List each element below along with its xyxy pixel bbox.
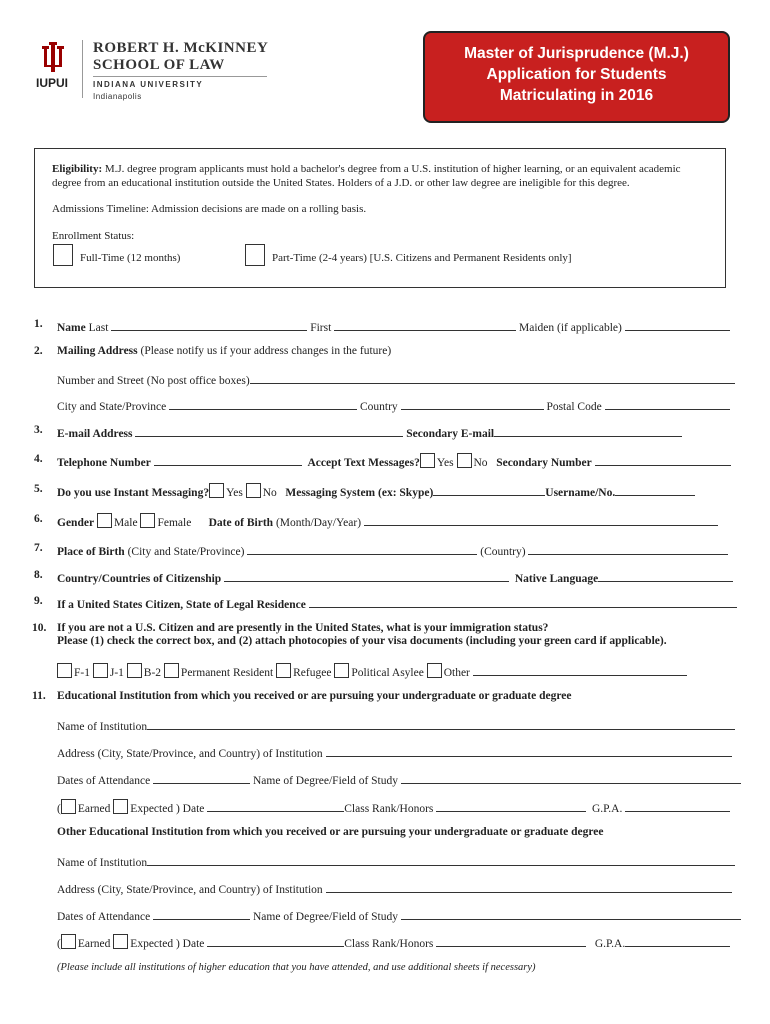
dob-label: Date of Birth: [208, 517, 274, 529]
username-field[interactable]: [615, 483, 695, 496]
city-name: Indianapolis: [93, 92, 142, 101]
secondary-email-field[interactable]: [494, 424, 682, 437]
legal-res-row: [57, 595, 737, 613]
legal-res-field[interactable]: [309, 595, 737, 608]
item-number-10: 10.: [32, 622, 47, 634]
inst2-degree-field[interactable]: [401, 907, 741, 920]
visa-f1-checkbox[interactable]: [57, 663, 72, 678]
text-no-checkbox[interactable]: [457, 453, 472, 468]
name-row: [57, 318, 730, 336]
inst1-earned-checkbox[interactable]: [61, 799, 76, 814]
inst1-class-rank-field[interactable]: [436, 799, 586, 812]
inst2-name-row: [57, 853, 735, 871]
telephone-row: [57, 453, 731, 471]
visa-f1-label: F-1: [74, 667, 90, 679]
fulltime-checkbox[interactable]: [53, 244, 73, 266]
inst1-degree-field[interactable]: [401, 771, 741, 784]
visa-refugee-label: Refugee: [293, 667, 332, 679]
inst2-dates-label: Dates of Attendance: [57, 911, 151, 923]
male-checkbox[interactable]: [97, 513, 112, 528]
dob-field[interactable]: [364, 513, 718, 526]
iupui-label: IUPUI: [36, 76, 69, 90]
mailing-row: [57, 345, 391, 363]
citizenship-row: [57, 569, 733, 587]
inst1-dates-field[interactable]: [153, 771, 250, 784]
text-yes-label: Yes: [436, 457, 454, 469]
fulltime-label: Full-Time (12 months): [80, 252, 181, 264]
text-yes-checkbox[interactable]: [420, 453, 435, 468]
text-no-label: No: [473, 457, 488, 469]
visa-b2-checkbox[interactable]: [127, 663, 142, 678]
im-yes-label: Yes: [226, 487, 243, 499]
email-field[interactable]: [135, 424, 403, 437]
first-name-field[interactable]: [334, 318, 516, 331]
street-row: [57, 371, 735, 389]
secondary-email-label: Secondary E-mail: [406, 428, 495, 440]
pob-label: Place of Birth: [57, 546, 125, 558]
timeline-text: Admission decisions are made on a rolling basis.: [148, 203, 367, 215]
last-name-field[interactable]: [111, 318, 307, 331]
country-label: Country: [359, 401, 398, 413]
admissions-timeline: [52, 203, 366, 215]
city-state-field[interactable]: [169, 397, 357, 410]
immig-question-line1: If you are not a U.S. Citizen and are presently in the United States, what is your immigration status?: [57, 622, 549, 634]
inst2-address-field[interactable]: [326, 880, 732, 893]
visa-other-field[interactable]: [473, 663, 687, 676]
item-number-8: 8.: [34, 569, 43, 581]
inst2-degree-label: Name of Degree/Field of Study: [253, 911, 398, 923]
other-edu-title: Other Educational Institution from which you received or are pursuing your undergraduate or graduate degree: [57, 826, 604, 838]
visa-asylee-checkbox[interactable]: [334, 663, 349, 678]
item-number-2: 2.: [34, 345, 43, 357]
email-label: E-mail Address: [57, 428, 133, 440]
visa-other-checkbox[interactable]: [427, 663, 442, 678]
inst1-date-field[interactable]: [207, 799, 344, 812]
inst2-name-field[interactable]: [147, 853, 735, 866]
mailing-label: Mailing Address: [57, 345, 138, 357]
inst1-gpa-label: G.P.A.: [592, 803, 623, 815]
inst2-gpa-field[interactable]: [625, 934, 730, 947]
inst1-paren: (: [57, 803, 61, 815]
inst2-gpa-label: G.P.A.: [594, 938, 626, 950]
title-line3: Matriculating in 2016: [499, 87, 654, 104]
item-number-1: 1.: [34, 318, 43, 330]
city-row: [57, 397, 730, 415]
username-label: Username/No.: [545, 487, 616, 499]
school-name-line2: SCHOOL OF LAW: [93, 57, 225, 73]
native-lang-label: Native Language: [514, 573, 599, 585]
item-number-6: 6.: [34, 513, 43, 525]
header-divider-vertical: [82, 40, 83, 98]
name-label: Name: [57, 322, 86, 334]
school-name-line1: ROBERT H. McKINNEY: [93, 40, 269, 56]
item-number-11: 11.: [32, 690, 46, 702]
im-yes-checkbox[interactable]: [209, 483, 224, 498]
visa-j1-checkbox[interactable]: [93, 663, 108, 678]
first-label: First: [310, 322, 332, 334]
citizenship-field[interactable]: [224, 569, 509, 582]
inst2-expected-label: Expected ) Date: [130, 938, 205, 950]
city-state-label: City and State/Province: [57, 401, 167, 413]
inst1-expected-label: Expected ) Date: [130, 803, 205, 815]
street-label: Number and Street (No post office boxes): [57, 375, 250, 387]
inst1-name-row: [57, 717, 735, 735]
secondary-number-label: Secondary Number: [496, 457, 592, 469]
inst1-address-row: [57, 744, 732, 762]
visa-pr-label: Permanent Resident: [180, 667, 274, 679]
inst1-class-rank-label: Class Rank/Honors: [344, 803, 434, 815]
enrollment-label: Enrollment Status:: [52, 230, 135, 242]
inst2-expected-checkbox[interactable]: [113, 934, 128, 949]
trident-icon: [38, 40, 68, 74]
iu-logo: [38, 40, 68, 74]
edu-title: Educational Institution from which you received or are pursuing your undergraduate or graduate degree: [57, 690, 572, 702]
inst2-paren: (: [57, 938, 61, 950]
inst2-date-field[interactable]: [207, 934, 344, 947]
female-checkbox[interactable]: [140, 513, 155, 528]
item-number-5: 5.: [34, 483, 43, 495]
title-box: [423, 31, 730, 123]
country-field[interactable]: [401, 397, 544, 410]
pob-note: (City and State/Province): [124, 546, 245, 558]
inst1-name-label: Name of Institution: [57, 721, 148, 733]
inst2-address-row: [57, 880, 732, 898]
msg-system-label: Messaging System (ex: Skype): [285, 487, 434, 499]
legal-res-label: If a United States Citizen, State of Legal Residence: [57, 599, 306, 611]
eligibility-text1: M.J. degree program applicants must hold a bachelor's degree from a U.S. institution of higher learning, or an equivalent academic: [102, 163, 681, 175]
email-row: [57, 424, 682, 442]
item-number-7: 7.: [34, 542, 43, 554]
item-number-9: 9.: [34, 595, 43, 607]
item-number-3: 3.: [34, 424, 43, 436]
gender-row: [57, 513, 718, 531]
secondary-number-field[interactable]: [595, 453, 731, 466]
visa-asylee-label: Political Asylee: [351, 667, 424, 679]
im-row: [57, 483, 695, 501]
title-line2: Application for Students: [486, 66, 667, 83]
postal-label: Postal Code: [546, 401, 602, 413]
inst2-name-label: Name of Institution: [57, 857, 148, 869]
inst1-address-label: Address (City, State/Province, and Country) of Institution: [57, 748, 323, 760]
header-divider-horizontal: [93, 76, 267, 77]
street-field[interactable]: [250, 371, 735, 384]
eligibility-label: Eligibility:: [52, 163, 103, 175]
visa-other-label: Other: [443, 667, 470, 679]
visa-options-row: [57, 663, 687, 681]
inst2-dates-row: [57, 907, 741, 925]
inst1-dates-label: Dates of Attendance: [57, 775, 151, 787]
telephone-field[interactable]: [154, 453, 302, 466]
timeline-label: Admissions Timeline:: [52, 203, 149, 215]
eligibility-line1: [52, 163, 681, 175]
telephone-label: Telephone Number: [57, 457, 151, 469]
male-label: Male: [113, 517, 138, 529]
accept-text-label: Accept Text Messages?: [307, 457, 420, 469]
title-line1: Master of Jurisprudence (M.J.): [464, 45, 689, 62]
inst1-earned-label: Earned: [77, 803, 111, 815]
pob-country-field[interactable]: [528, 542, 728, 555]
dob-note: (Month/Day/Year): [273, 517, 362, 529]
postal-field[interactable]: [605, 397, 730, 410]
visa-b2-label: B-2: [143, 667, 162, 679]
msg-system-field[interactable]: [433, 483, 545, 496]
mailing-note: (Please notify us if your address changes in the future): [137, 345, 392, 357]
parttime-label: Part-Time (2-4 years) [U.S. Citizens and Permanent Residents only]: [272, 252, 572, 264]
item-number-4: 4.: [34, 453, 43, 465]
parttime-checkbox[interactable]: [245, 244, 265, 266]
inst1-address-field[interactable]: [326, 744, 732, 757]
female-label: Female: [157, 517, 192, 529]
inst1-expected-checkbox[interactable]: [113, 799, 128, 814]
pob-row: [57, 542, 728, 560]
im-no-checkbox[interactable]: [246, 483, 261, 498]
inst1-earned-row: [57, 799, 730, 817]
gender-label: Gender: [57, 517, 95, 529]
inst2-earned-row: [57, 934, 730, 952]
im-no-label: No: [262, 487, 277, 499]
inst2-earned-checkbox[interactable]: [61, 934, 76, 949]
maiden-label: Maiden (if applicable): [519, 322, 622, 334]
visa-refugee-checkbox[interactable]: [276, 663, 291, 678]
inst2-dates-field[interactable]: [153, 907, 250, 920]
last-label: Last: [88, 322, 109, 334]
inst1-dates-row: [57, 771, 741, 789]
inst2-earned-label: Earned: [77, 938, 111, 950]
inst1-name-field[interactable]: [147, 717, 735, 730]
immig-question-line2: Please (1) check the correct box, and (2) attach photocopies of your visa documents (including your green card if applicable).: [57, 635, 667, 647]
citizenship-label: Country/Countries of Citizenship: [57, 573, 222, 585]
pob-country-label: (Country): [480, 546, 526, 558]
visa-j1-label: J-1: [109, 667, 124, 679]
inst2-class-rank-field[interactable]: [436, 934, 586, 947]
instant-msg-label: Do you use Instant Messaging?: [57, 487, 210, 499]
inst2-address-label: Address (City, State/Province, and Country) of Institution: [57, 884, 323, 896]
university-name: INDIANA UNIVERSITY: [93, 80, 204, 89]
native-lang-field[interactable]: [598, 569, 733, 582]
inst1-gpa-field[interactable]: [625, 799, 730, 812]
maiden-name-field[interactable]: [625, 318, 730, 331]
inst2-class-rank-label: Class Rank/Honors: [344, 938, 434, 950]
visa-pr-checkbox[interactable]: [164, 663, 179, 678]
eligibility-line2: degree from an educational institution outside the United States. Holders of a J.D. or other law degree are ineligible for this degree.: [52, 177, 630, 189]
inst1-degree-label: Name of Degree/Field of Study: [253, 775, 398, 787]
pob-field[interactable]: [247, 542, 477, 555]
footnote: (Please include all institutions of higher education that you have attended, and use additional sheets if necessary): [57, 962, 536, 973]
